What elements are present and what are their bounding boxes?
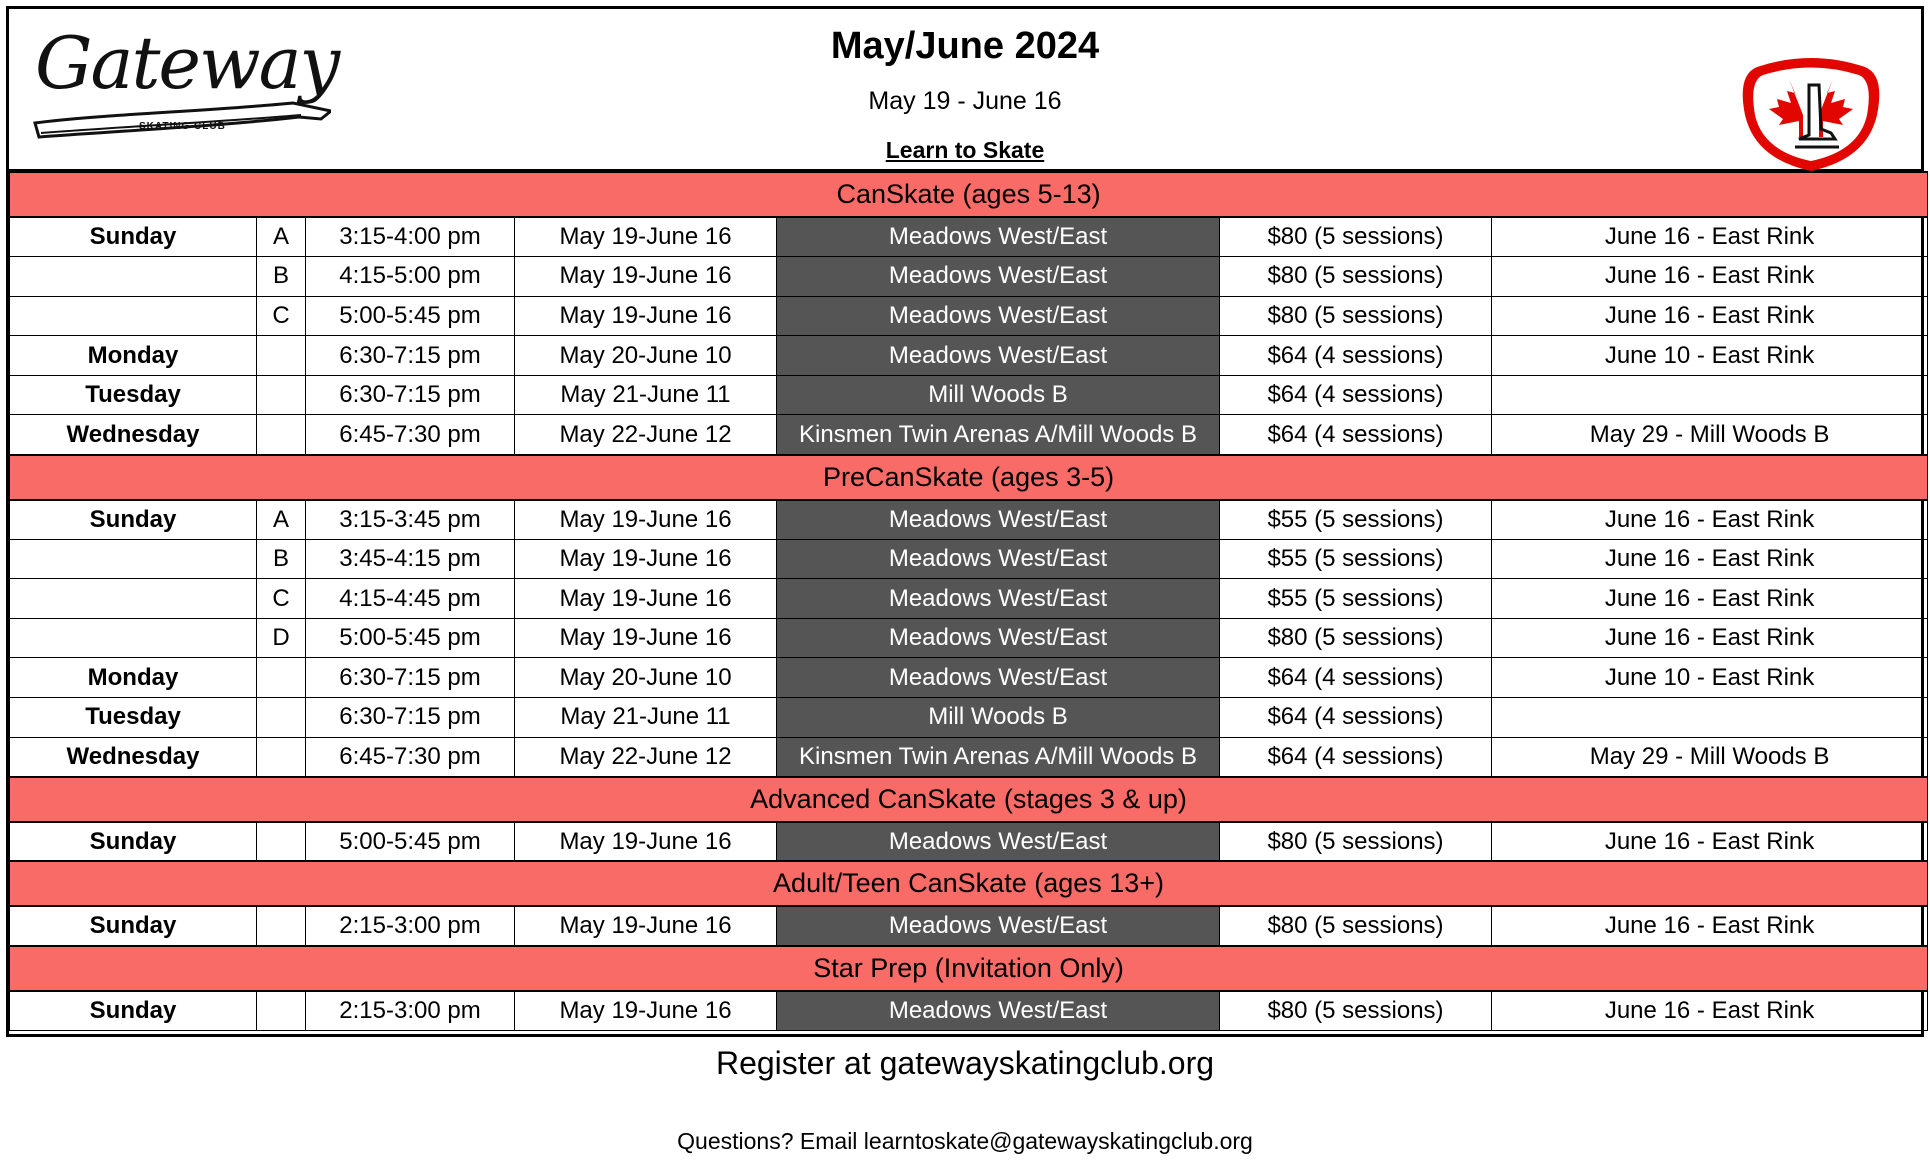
note-cell: June 16 - East Rink [1492, 822, 1928, 862]
dates-cell: May 19-June 16 [515, 217, 777, 257]
time-cell: 5:00-5:45 pm [306, 822, 515, 862]
dates-cell: May 19-June 16 [515, 579, 777, 619]
group-cell: A [257, 500, 306, 540]
table-row [10, 415, 1928, 455]
section-header [10, 172, 1928, 217]
table-row [10, 217, 1928, 257]
group-cell [257, 822, 306, 862]
group-cell [257, 698, 306, 738]
section-header [10, 455, 1928, 500]
day-cell [10, 539, 257, 579]
day-cell: Wednesday [10, 415, 257, 455]
dates-cell: May 19-June 16 [515, 257, 777, 297]
section-header [10, 861, 1928, 906]
group-cell [257, 737, 306, 777]
group-cell [257, 991, 306, 1031]
table-row [10, 579, 1928, 619]
time-cell: 4:15-5:00 pm [306, 257, 515, 297]
price-cell: $64 (4 sessions) [1220, 415, 1492, 455]
price-cell: $55 (5 sessions) [1220, 539, 1492, 579]
dates-cell: May 19-June 16 [515, 991, 777, 1031]
table-row [10, 822, 1928, 862]
price-cell: $64 (4 sessions) [1220, 336, 1492, 376]
dates-cell: May 22-June 12 [515, 737, 777, 777]
group-cell [257, 336, 306, 376]
price-cell: $64 (4 sessions) [1220, 698, 1492, 738]
price-cell: $80 (5 sessions) [1220, 257, 1492, 297]
dates-cell: May 19-June 16 [515, 906, 777, 946]
table-row [10, 296, 1928, 336]
table-row [10, 906, 1928, 946]
day-cell [10, 296, 257, 336]
dates-cell: May 19-June 16 [515, 500, 777, 540]
table-row [10, 618, 1928, 658]
day-cell: Sunday [10, 906, 257, 946]
group-cell: C [257, 579, 306, 619]
logo-wordmark: Gateway [35, 21, 339, 105]
note-cell: June 10 - East Rink [1492, 658, 1928, 698]
day-cell: Tuesday [10, 375, 257, 415]
time-cell: 5:00-5:45 pm [306, 618, 515, 658]
date-range: May 19 - June 16 [868, 87, 1062, 115]
page-title: May/June 2024 [830, 25, 1100, 67]
price-cell: $64 (4 sessions) [1220, 737, 1492, 777]
group-cell: D [257, 618, 306, 658]
note-cell [1492, 375, 1928, 415]
dates-cell: May 20-June 10 [515, 336, 777, 376]
dates-cell: May 21-June 11 [515, 698, 777, 738]
note-cell: May 29 - Mill Woods B [1492, 737, 1928, 777]
section-title: Advanced CanSkate (stages 3 & up) [10, 777, 1928, 822]
time-cell: 6:45-7:30 pm [306, 415, 515, 455]
day-cell: Sunday [10, 217, 257, 257]
day-cell: Sunday [10, 991, 257, 1031]
time-cell: 6:30-7:15 pm [306, 375, 515, 415]
note-cell: June 16 - East Rink [1492, 618, 1928, 658]
schedule-table [9, 171, 1928, 1031]
group-cell: B [257, 539, 306, 579]
time-cell: 4:15-4:45 pm [306, 579, 515, 619]
price-cell: $80 (5 sessions) [1220, 618, 1492, 658]
location-cell: Meadows West/East [777, 906, 1220, 946]
note-cell: June 10 - East Rink [1492, 336, 1928, 376]
location-cell: Meadows West/East [777, 217, 1220, 257]
logo-subtitle: SKATING CLUB [139, 121, 226, 132]
schedule-body [10, 172, 1928, 1031]
schedule-sheet [6, 6, 1924, 1037]
table-row [10, 500, 1928, 540]
note-cell: June 16 - East Rink [1492, 257, 1928, 297]
group-cell: A [257, 217, 306, 257]
section-header [10, 777, 1928, 822]
price-cell: $80 (5 sessions) [1220, 906, 1492, 946]
header [9, 9, 1921, 171]
register-text: Register at gatewayskatingclub.org [715, 1045, 1215, 1081]
group-cell [257, 415, 306, 455]
table-row [10, 991, 1928, 1031]
note-cell [1492, 698, 1928, 738]
location-cell: Meadows West/East [777, 991, 1220, 1031]
price-cell: $55 (5 sessions) [1220, 579, 1492, 619]
note-cell: June 16 - East Rink [1492, 906, 1928, 946]
note-cell: June 16 - East Rink [1492, 579, 1928, 619]
note-cell: June 16 - East Rink [1492, 991, 1928, 1031]
day-cell: Tuesday [10, 698, 257, 738]
group-cell [257, 375, 306, 415]
price-cell: $80 (5 sessions) [1220, 991, 1492, 1031]
price-cell: $80 (5 sessions) [1220, 217, 1492, 257]
section-title: Star Prep (Invitation Only) [10, 946, 1928, 991]
location-cell: Meadows West/East [777, 618, 1220, 658]
section-title: CanSkate (ages 5-13) [10, 172, 1928, 217]
time-cell: 6:30-7:15 pm [306, 336, 515, 376]
day-cell: Monday [10, 658, 257, 698]
location-cell: Kinsmen Twin Arenas A/Mill Woods B [777, 415, 1220, 455]
day-cell: Sunday [10, 822, 257, 862]
note-cell: June 16 - East Rink [1492, 296, 1928, 336]
price-cell: $55 (5 sessions) [1220, 500, 1492, 540]
dates-cell: May 21-June 11 [515, 375, 777, 415]
location-cell: Mill Woods B [777, 698, 1220, 738]
dates-cell: May 19-June 16 [515, 618, 777, 658]
questions-text: Questions? Email learntoskate@gatewayskatingclub.org [677, 1128, 1253, 1154]
price-cell: $80 (5 sessions) [1220, 296, 1492, 336]
day-cell: Sunday [10, 500, 257, 540]
table-row [10, 375, 1928, 415]
dates-cell: May 19-June 16 [515, 539, 777, 579]
section-title: Adult/Teen CanSkate (ages 13+) [10, 861, 1928, 906]
time-cell: 3:15-3:45 pm [306, 500, 515, 540]
table-row [10, 257, 1928, 297]
table-row [10, 539, 1928, 579]
day-cell: Wednesday [10, 737, 257, 777]
location-cell: Mill Woods B [777, 375, 1220, 415]
day-cell: Monday [10, 336, 257, 376]
time-cell: 6:30-7:15 pm [306, 698, 515, 738]
dates-cell: May 20-June 10 [515, 658, 777, 698]
price-cell: $64 (4 sessions) [1220, 375, 1492, 415]
time-cell: 3:45-4:15 pm [306, 539, 515, 579]
group-cell: B [257, 257, 306, 297]
day-cell [10, 257, 257, 297]
table-row [10, 658, 1928, 698]
location-cell: Meadows West/East [777, 658, 1220, 698]
table-row [10, 698, 1928, 738]
time-cell: 6:45-7:30 pm [306, 737, 515, 777]
time-cell: 2:15-3:00 pm [306, 991, 515, 1031]
note-cell: June 16 - East Rink [1492, 539, 1928, 579]
note-cell: May 29 - Mill Woods B [1492, 415, 1928, 455]
group-cell: C [257, 296, 306, 336]
note-cell: June 16 - East Rink [1492, 500, 1928, 540]
table-row [10, 336, 1928, 376]
group-cell [257, 906, 306, 946]
location-cell: Meadows West/East [777, 296, 1220, 336]
dates-cell: May 22-June 12 [515, 415, 777, 455]
location-cell: Meadows West/East [777, 822, 1220, 862]
location-cell: Meadows West/East [777, 257, 1220, 297]
location-cell: Meadows West/East [777, 336, 1220, 376]
time-cell: 3:15-4:00 pm [306, 217, 515, 257]
time-cell: 6:30-7:15 pm [306, 658, 515, 698]
time-cell: 2:15-3:00 pm [306, 906, 515, 946]
price-cell: $80 (5 sessions) [1220, 822, 1492, 862]
section-title: PreCanSkate (ages 3-5) [10, 455, 1928, 500]
table-row [10, 737, 1928, 777]
section-header [10, 946, 1928, 991]
price-cell: $64 (4 sessions) [1220, 658, 1492, 698]
day-cell [10, 618, 257, 658]
dates-cell: May 19-June 16 [515, 296, 777, 336]
location-cell: Kinsmen Twin Arenas A/Mill Woods B [777, 737, 1220, 777]
location-cell: Meadows West/East [777, 539, 1220, 579]
program-label: Learn to Skate [885, 137, 1045, 163]
location-cell: Meadows West/East [777, 579, 1220, 619]
skate-canada-logo-icon [1739, 55, 1883, 175]
note-cell: June 16 - East Rink [1492, 217, 1928, 257]
day-cell [10, 579, 257, 619]
dates-cell: May 19-June 16 [515, 822, 777, 862]
location-cell: Meadows West/East [777, 500, 1220, 540]
group-cell [257, 658, 306, 698]
time-cell: 5:00-5:45 pm [306, 296, 515, 336]
